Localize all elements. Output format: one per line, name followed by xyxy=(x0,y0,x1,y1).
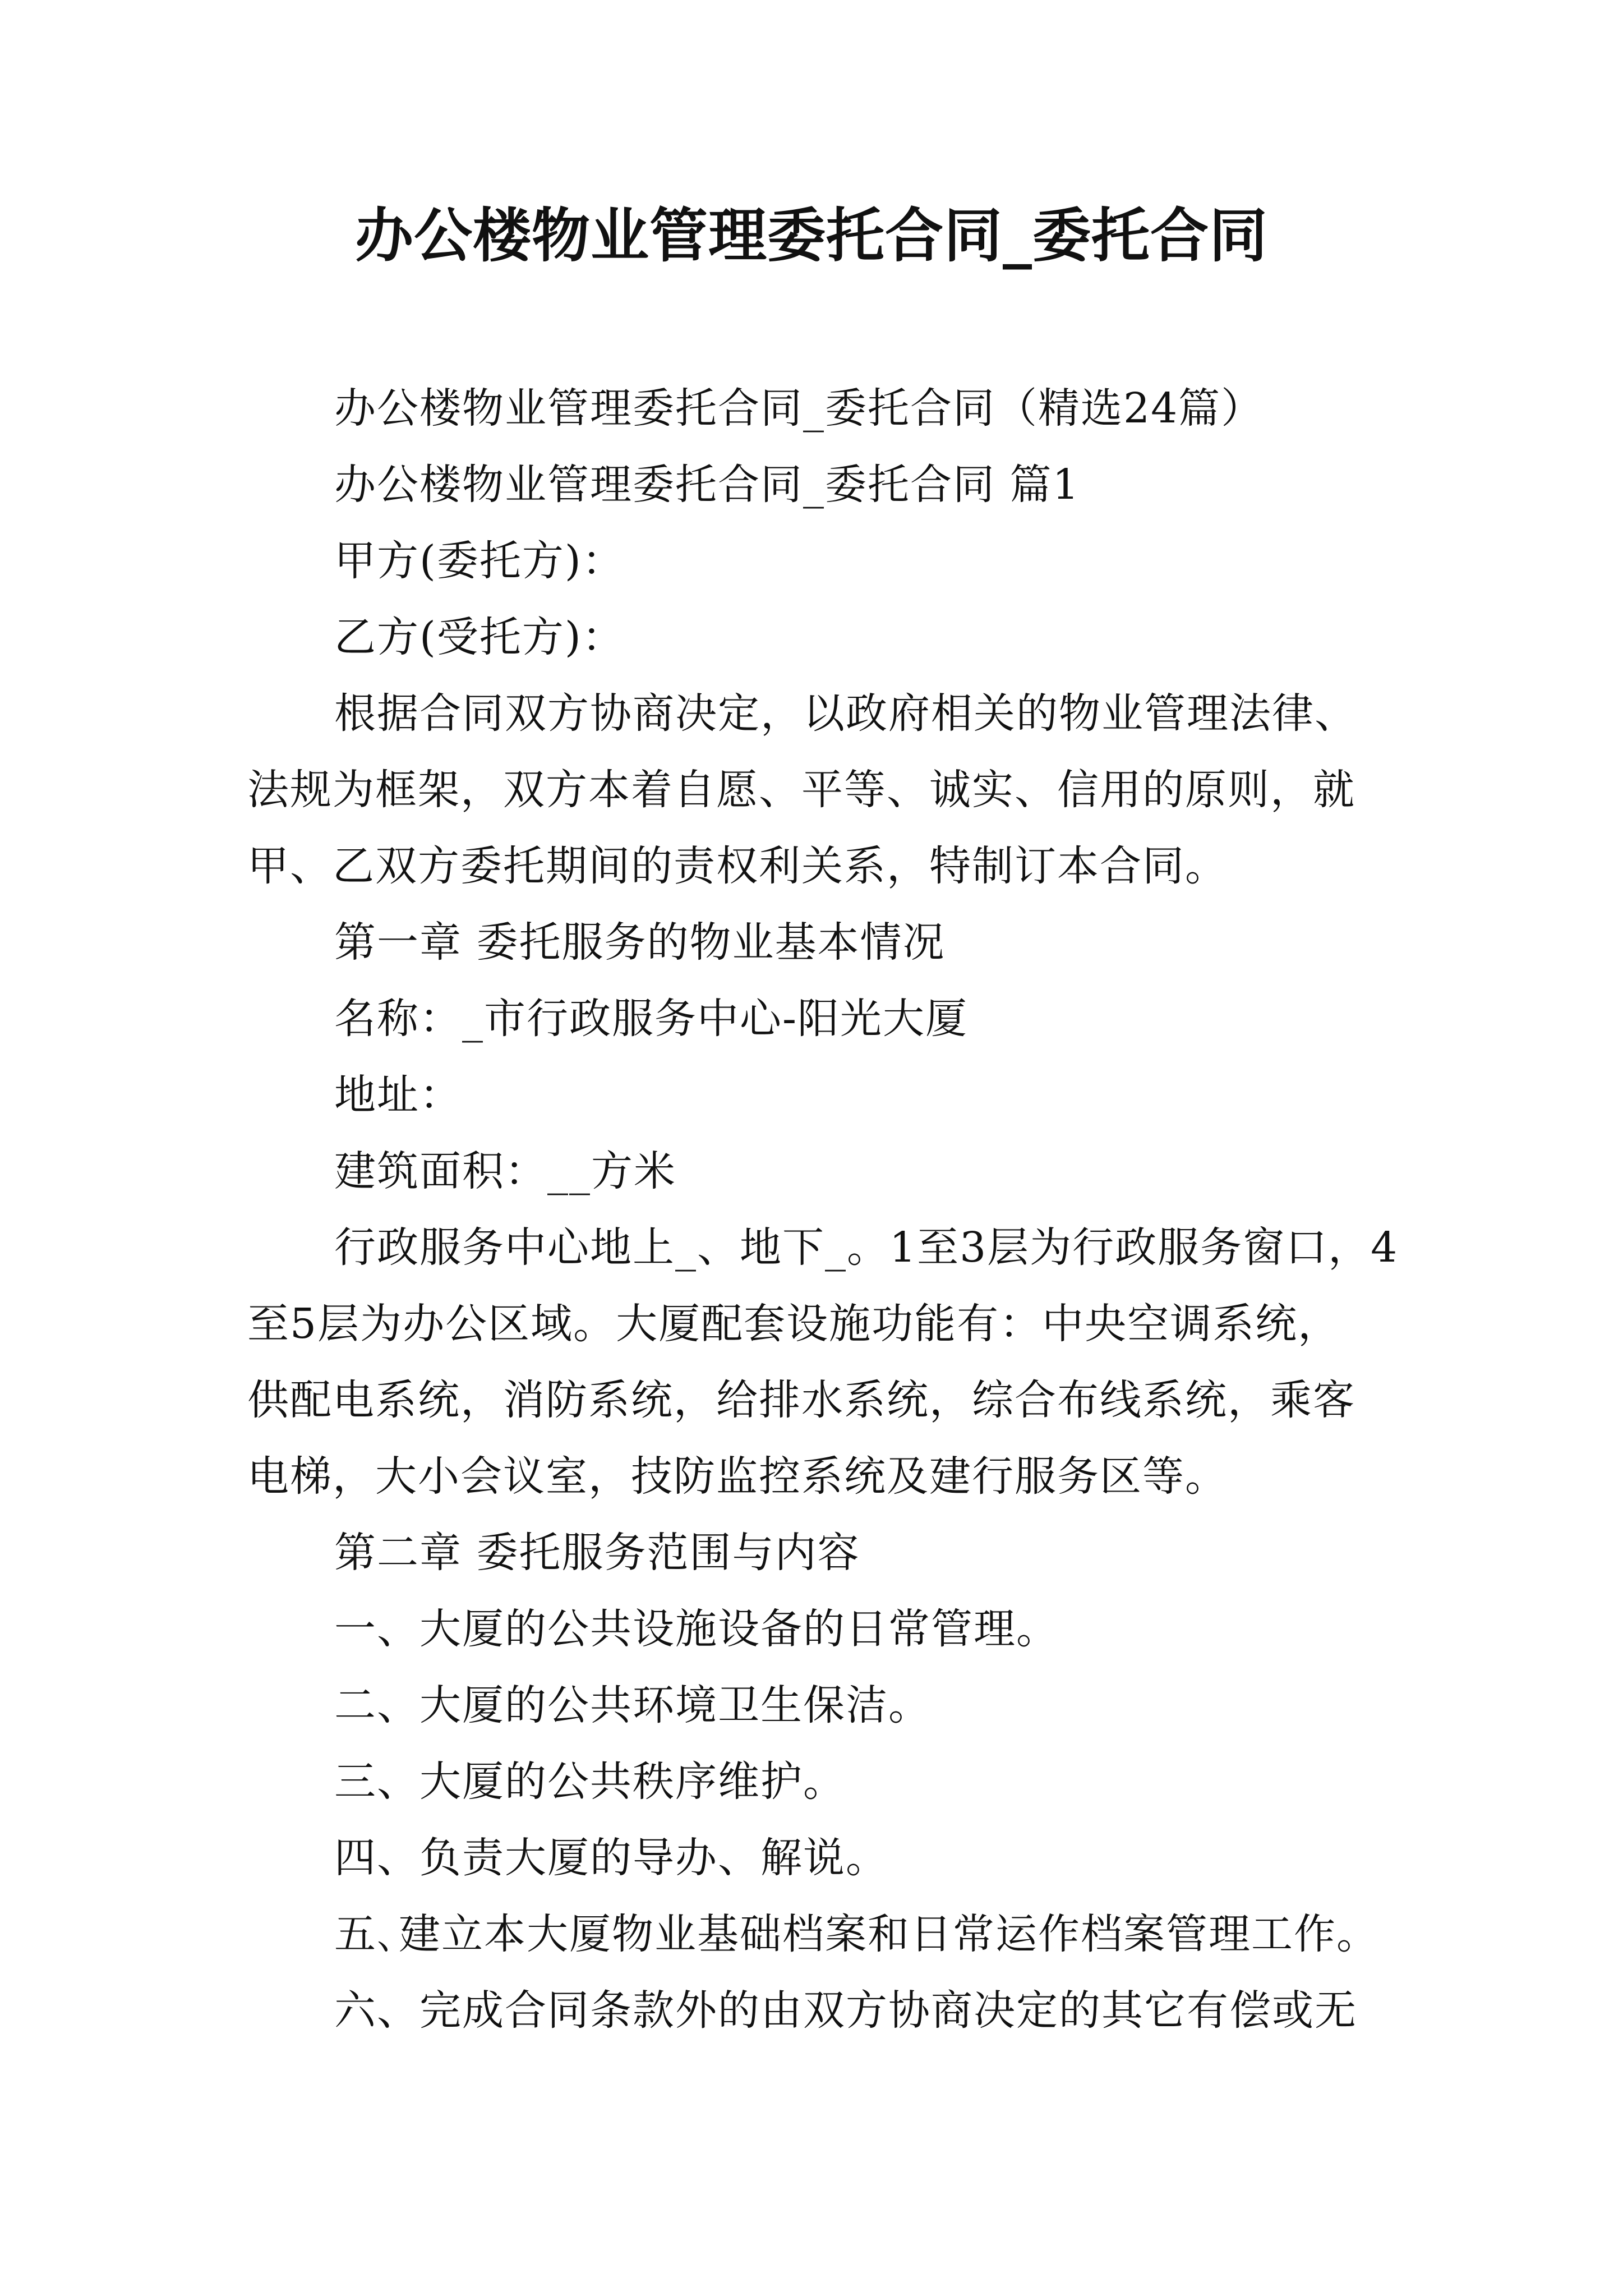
property-name-line: 名称：_市行政服务中心-阳光大厦 xyxy=(334,995,969,1043)
subtitle-line: 办公楼物业管理委托合同_委托合同（精选24篇） xyxy=(334,384,1264,432)
chapter-heading: 第一章 委托服务的物业基本情况 xyxy=(334,918,946,967)
paragraph-line: 供配电系统，消防系统，给排水系统，综合布线系统，乘客 xyxy=(247,1376,1355,1424)
section-heading: 办公楼物业管理委托合同_委托合同 篇1 xyxy=(334,461,1080,509)
paragraph-line: 行政服务中心地上_、地下_。1至3层为行政服务窗口，4 xyxy=(334,1223,1399,1272)
list-item: 一、大厦的公共设施设备的日常管理。 xyxy=(334,1605,1059,1653)
paragraph-line: 根据合同双方协商决定，以政府相关的物业管理法律、 xyxy=(334,689,1357,738)
area-line: 建筑面积：__方米 xyxy=(334,1147,676,1195)
chapter-heading: 第二章 委托服务范围与内容 xyxy=(334,1529,860,1577)
address-line: 地址： xyxy=(334,1071,462,1119)
paragraph-line: 法规为框架，双方本着自愿、平等、诚实、信用的原则，就 xyxy=(247,766,1355,814)
list-item: 二、大厦的公共环境卫生保洁。 xyxy=(334,1681,931,1729)
document-title: 办公楼物业管理委托合同_委托合同 xyxy=(354,201,1268,270)
paragraph-line: 甲、乙双方委托期间的责权利关系，特制订本合同。 xyxy=(247,842,1228,890)
list-item: 三、大厦的公共秩序维护。 xyxy=(334,1757,846,1806)
party-a-line: 甲方(委托方)： xyxy=(334,537,625,585)
list-item: 六、完成合同条款外的由双方协商决定的其它有偿或无 xyxy=(334,1986,1357,2035)
paragraph-line: 至5层为办公区域。大厦配套设施功能有：中央空调系统， xyxy=(247,1300,1341,1348)
paragraph-line: 电梯，大小会议室，技防监控系统及建行服务区等。 xyxy=(247,1452,1228,1501)
list-item: 四、负责大厦的导办、解说。 xyxy=(334,1834,888,1882)
list-item: 五､建立本大厦物业基础档案和日常运作档案管理工作。 xyxy=(334,1910,1379,1958)
party-b-line: 乙方(受托方)： xyxy=(334,613,625,661)
